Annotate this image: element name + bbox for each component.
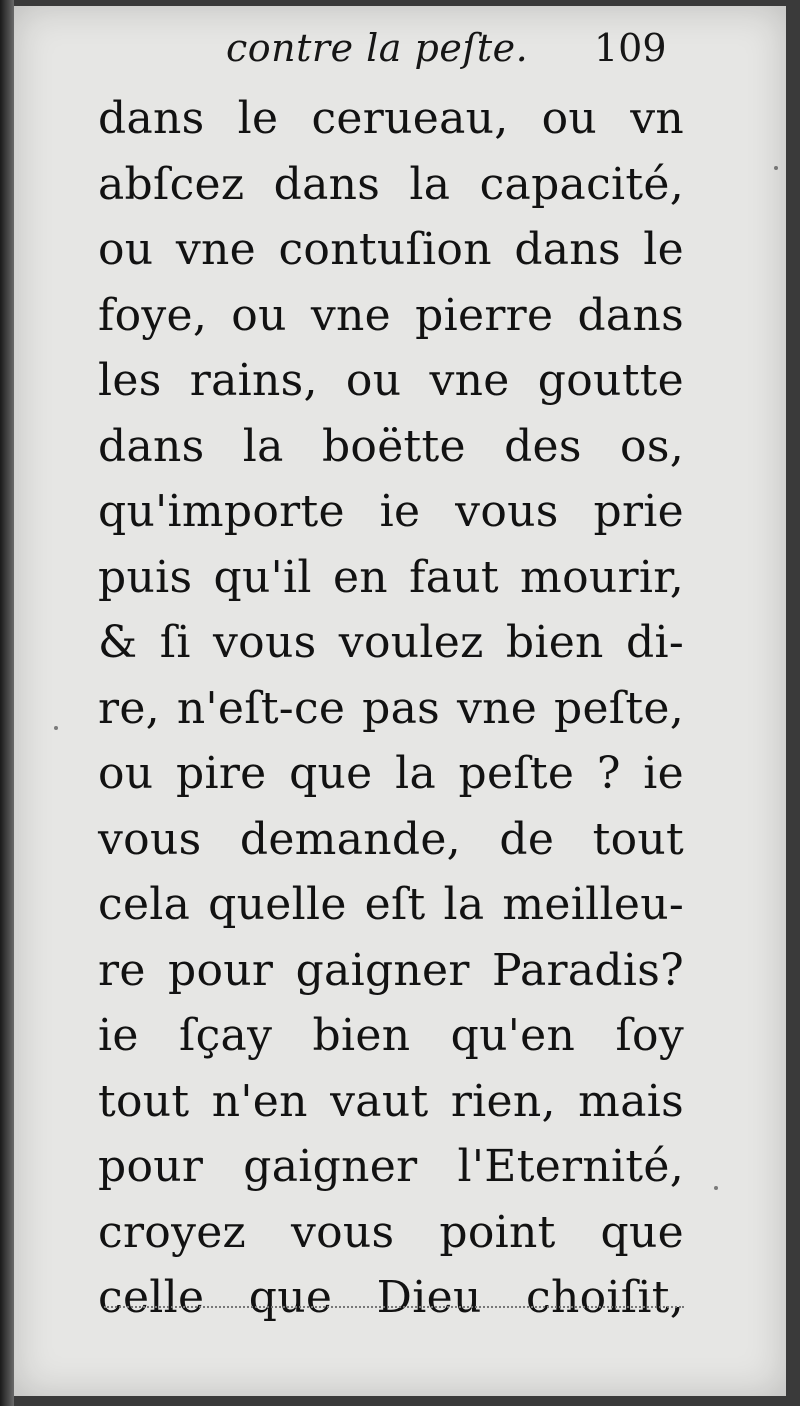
text-line: croyez vous point que bbox=[98, 1206, 684, 1258]
text-line: les rains, ou vne goutte bbox=[98, 355, 684, 406]
bottom-dotted-rule bbox=[104, 1306, 684, 1308]
text-line: abſcez dans la capacité, bbox=[98, 158, 684, 210]
text-line: pour gaigner l'Eternité, bbox=[98, 1141, 684, 1192]
text-line: ou vne contuſion dans le bbox=[98, 224, 684, 275]
text-line: & ſi vous voulez bien di- bbox=[98, 617, 684, 668]
running-title: contre la peſte. bbox=[226, 26, 529, 70]
text-line: qu'importe ie vous prie bbox=[98, 486, 684, 537]
paper-speck bbox=[714, 1186, 718, 1190]
text-line: ie ſçay bien qu'en ſoy bbox=[98, 1010, 684, 1061]
paper-speck bbox=[54, 726, 58, 730]
text-line: vous demande, de tout bbox=[98, 813, 684, 865]
book-page bbox=[14, 6, 786, 1396]
page-number: 109 bbox=[594, 26, 667, 70]
paper-speck bbox=[774, 166, 778, 170]
text-line: dans la boëtte des os, bbox=[98, 420, 684, 472]
text-line: ou pire que la peſte ? ie bbox=[98, 748, 684, 799]
text-line: re, n'eſt-ce pas vne peſte, bbox=[98, 682, 684, 734]
text-line: dans le cerueau, ou vn bbox=[98, 93, 684, 144]
text-line: cela quelle eſt la meilleu- bbox=[98, 879, 684, 930]
book-gutter-edge bbox=[0, 0, 14, 1406]
text-line: puis qu'il en faut mourir, bbox=[98, 551, 684, 603]
text-line: foye, ou vne pierre dans bbox=[98, 289, 684, 341]
page-header bbox=[14, 16, 786, 76]
body-text bbox=[98, 86, 684, 1331]
text-line: re pour gaigner Paradis? bbox=[98, 944, 684, 996]
text-line: tout n'en vaut rien, mais bbox=[98, 1075, 684, 1127]
text-line: celle que Dieu choiſit, bbox=[98, 1272, 684, 1323]
